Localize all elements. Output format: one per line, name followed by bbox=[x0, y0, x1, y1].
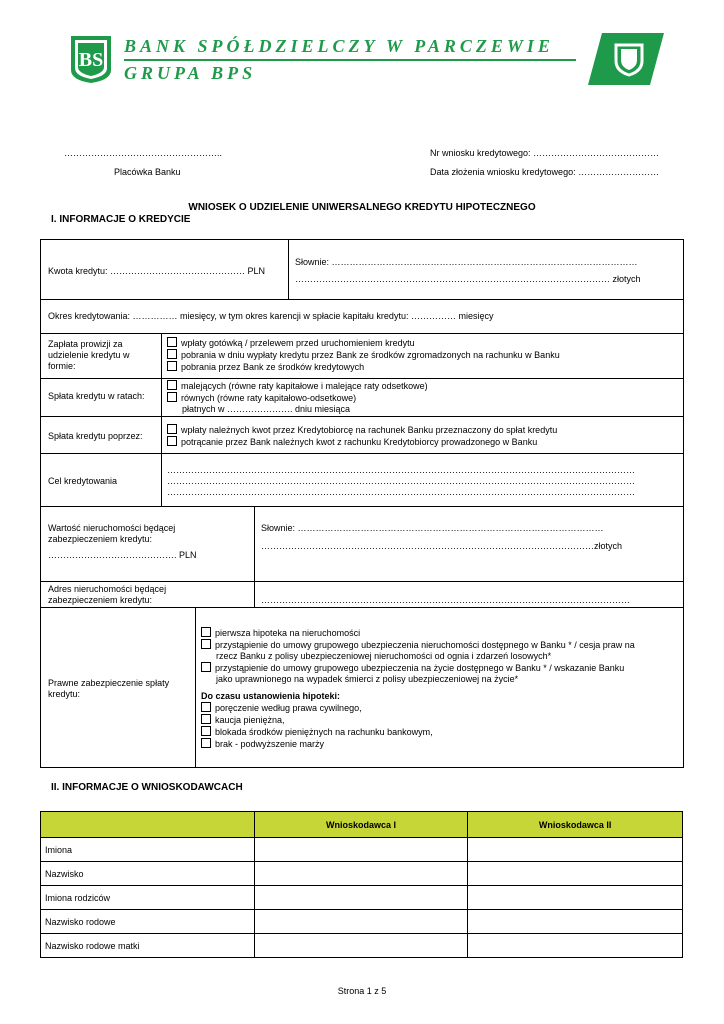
until-heading: Do czasu ustanowienia hipoteki: bbox=[201, 691, 341, 701]
applicant-2-cell[interactable] bbox=[468, 886, 683, 910]
row-label: Imiona bbox=[41, 838, 255, 862]
property-value-field[interactable]: ……………………………………. PLN bbox=[48, 550, 197, 560]
security-option-cont: rzecz Banku z polisy ubezpieczeniowej nieruchomości od ognia i zdarzeń losowych* bbox=[216, 651, 552, 661]
purpose-lines bbox=[167, 465, 635, 498]
fee-option[interactable]: wpłaty gotówką / przelewem przed uruchomieniem kredytu bbox=[167, 337, 560, 349]
security-option[interactable]: przystąpienie do umowy grupowego ubezpieczenia nieruchomości dostępnego w Banku * / cesja praw na bbox=[201, 639, 635, 651]
applicant-2-cell[interactable] bbox=[468, 838, 683, 862]
page-number: Strona 1 z 5 bbox=[337, 986, 387, 996]
applicant-2-cell[interactable] bbox=[468, 934, 683, 958]
loan-amount-words-1[interactable]: Słownie: ………………………………………………………………………………………… bbox=[295, 257, 638, 267]
property-address-field[interactable]: …………………………………………………………………………………………………………… bbox=[261, 595, 630, 605]
svg-text:BS: BS bbox=[78, 49, 104, 71]
form-title: WNIOSEK O UDZIELENIE UNIWERSALNEGO KREDYTU HIPOTECZNEGO bbox=[188, 202, 536, 213]
bps-shield-icon bbox=[588, 31, 664, 87]
repayment-options bbox=[167, 424, 557, 448]
applicant-2-cell[interactable] bbox=[468, 910, 683, 934]
installment-option[interactable]: równych (równe raty kapitałowo-odsetkowe) bbox=[167, 392, 428, 404]
bs-logo-icon bbox=[69, 34, 113, 84]
purpose-line[interactable]: ………………………………………………………………………………………………………………………………………… bbox=[167, 476, 635, 486]
security-option[interactable]: pierwsza hipoteka na nieruchomości bbox=[201, 627, 635, 639]
installments-options bbox=[167, 380, 428, 415]
checkbox[interactable] bbox=[167, 349, 177, 359]
application-number[interactable]: Nr wniosku kredytowego: …………………………………… bbox=[430, 148, 660, 158]
until-option[interactable]: blokada środków pieniężnych na rachunku bankowym, bbox=[201, 726, 635, 738]
until-option[interactable]: brak - podwyższenie marży bbox=[201, 738, 635, 750]
header-applicant-2: Wnioskodawca II bbox=[468, 812, 683, 838]
checkbox[interactable] bbox=[201, 726, 211, 736]
checkbox[interactable] bbox=[167, 436, 177, 446]
section2-heading: II. INFORMACJE O WNIOSKODAWCACH bbox=[51, 782, 243, 793]
branch-label: Placówka Banku bbox=[114, 167, 181, 177]
fee-option[interactable]: pobrania przez Bank ze środków kredytowych bbox=[167, 361, 560, 373]
table-row bbox=[41, 910, 683, 934]
checkbox[interactable] bbox=[201, 662, 211, 672]
checkbox[interactable] bbox=[167, 337, 177, 347]
installment-day-field[interactable]: płatnych w …………………. dniu miesiąca bbox=[182, 404, 351, 414]
row-label: Nazwisko bbox=[41, 862, 255, 886]
checkbox[interactable] bbox=[167, 361, 177, 371]
row-label: Imiona rodziców bbox=[41, 886, 255, 910]
checkbox[interactable] bbox=[201, 639, 211, 649]
checkbox[interactable] bbox=[201, 627, 211, 637]
loan-amount-field[interactable]: Kwota kredytu: ……………………………………… PLN bbox=[48, 266, 266, 276]
property-value-words-2[interactable]: …………………………………………………………………………………………………złotych bbox=[261, 541, 623, 551]
group-name: GRUPA BPS bbox=[124, 63, 257, 83]
loan-period-field[interactable]: Okres kredytowania: …………… miesięcy, w tym okres karencji w spłacie kapitału kredytu: …………… miesięcy bbox=[48, 311, 494, 321]
checkbox[interactable] bbox=[167, 380, 177, 390]
checkbox[interactable] bbox=[167, 392, 177, 402]
security-options bbox=[201, 627, 635, 750]
property-value-words-1[interactable]: Słownie: ………………………………………………………………………………………… bbox=[261, 523, 604, 533]
repayment-option[interactable]: wpłaty należnych kwot przez Kredytobiorcę na rachunek Banku przeznaczony do spłat kredytu bbox=[167, 424, 557, 436]
security-option-cont: jako uprawnionego na wypadek śmierci z polisy ubezpieczeniowej na życie* bbox=[216, 674, 519, 684]
repayment-option[interactable]: potrącanie przez Bank należnych kwot z rachunku Kredytobiorcy prowadzonego w Banku bbox=[167, 436, 557, 448]
applicant-1-cell[interactable] bbox=[254, 934, 468, 958]
checkbox[interactable] bbox=[201, 714, 211, 724]
table-header bbox=[41, 812, 683, 838]
property-address-label: Adres nieruchomości będącej zabezpieczeniem kredytu: bbox=[48, 584, 167, 605]
purpose-line[interactable]: ………………………………………………………………………………………………………………………………………… bbox=[167, 487, 635, 497]
loan-amount-words-2[interactable]: …………………………………………………………………………………………… złotych bbox=[295, 274, 641, 284]
fee-label: Zapłata prowizji za udzielenie kredytu w formie: bbox=[48, 339, 130, 371]
purpose-label: Cel kredytowania bbox=[48, 476, 118, 486]
applicant-1-cell[interactable] bbox=[254, 886, 468, 910]
security-option[interactable]: przystąpienie do umowy grupowego ubezpieczenia na życie dostępnego w Banku * / wskazanie Banku bbox=[201, 662, 635, 674]
purpose-line[interactable]: ………………………………………………………………………………………………………………………………………… bbox=[167, 465, 635, 475]
table-row bbox=[41, 886, 683, 910]
checkbox[interactable] bbox=[167, 424, 177, 434]
applicant-1-cell[interactable] bbox=[254, 910, 468, 934]
checkbox[interactable] bbox=[201, 702, 211, 712]
table-row bbox=[41, 934, 683, 958]
applicants-table bbox=[40, 811, 683, 958]
bank-name: BANK SPÓŁDZIELCZY W PARCZEWIE bbox=[124, 36, 554, 56]
row-label: Nazwisko rodowe bbox=[41, 910, 255, 934]
table-row bbox=[41, 862, 683, 886]
repayment-label: Spłata kredytu poprzez: bbox=[48, 431, 143, 441]
branch-dots[interactable]: …………………………………………….. bbox=[64, 148, 223, 158]
checkbox[interactable] bbox=[201, 738, 211, 748]
header-cell-empty bbox=[41, 812, 255, 838]
section1-heading: I. INFORMACJE O KREDYCIE bbox=[51, 214, 191, 225]
applicant-1-cell[interactable] bbox=[254, 838, 468, 862]
property-value-label: Wartość nieruchomości będącej zabezpieczeniem kredytu: bbox=[48, 523, 176, 544]
table-row bbox=[41, 838, 683, 862]
installments-label: Spłata kredytu w ratach: bbox=[48, 391, 145, 401]
security-label: Prawne zabezpieczenie spłaty kredytu: bbox=[48, 678, 170, 699]
application-date[interactable]: Data złożenia wniosku kredytowego: ……………………… bbox=[430, 167, 660, 177]
applicant-1-cell[interactable] bbox=[254, 862, 468, 886]
header-rule bbox=[124, 59, 576, 61]
bps-logo bbox=[588, 31, 664, 87]
until-option[interactable]: kaucja pieniężna, bbox=[201, 714, 635, 726]
bank-logo bbox=[69, 34, 113, 84]
row-label: Nazwisko rodowe matki bbox=[41, 934, 255, 958]
installment-option[interactable]: malejących (równe raty kapitałowe i malejące raty odsetkowe) bbox=[167, 380, 428, 392]
until-option[interactable]: poręczenie według prawa cywilnego, bbox=[201, 702, 635, 714]
fee-option[interactable]: pobrania w dniu wypłaty kredytu przez Bank ze środków zgromadzonych na rachunku w Banku bbox=[167, 349, 560, 361]
applicant-2-cell[interactable] bbox=[468, 862, 683, 886]
header-applicant-1: Wnioskodawca I bbox=[254, 812, 468, 838]
fee-options bbox=[167, 337, 560, 373]
